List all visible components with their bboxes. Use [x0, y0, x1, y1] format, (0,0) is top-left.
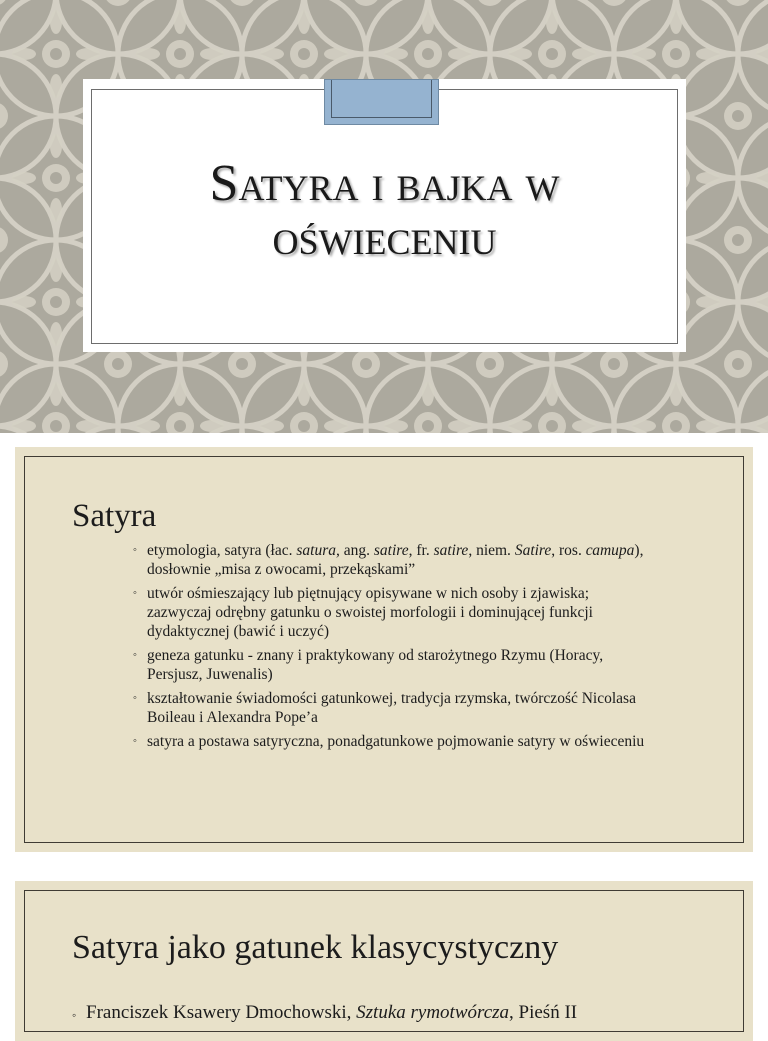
bullet-circle-icon: ◦ — [133, 544, 137, 556]
slide-title-line-2: oświeceniu — [272, 209, 497, 266]
slide-satyra — [15, 447, 753, 852]
slide-title-line-1: Satyra i bajka w — [209, 155, 560, 212]
list-item: ◦ utwór ośmieszający lub piętnujący opisywane w nich osoby i zjawiska; zazwyczaj odrębny gatunku o swoistej morfologii i dominującej funkcji dydaktycznej (bawić i uczyć) — [133, 585, 593, 640]
bullet-list — [72, 1002, 732, 1024]
list-item: ◦ etymologia, satyra (łac. satura, ang. satire, fr. satire, niem. Satire, ros. сатира), dosłownie „misa z owocami, przekąskami” — [133, 542, 644, 578]
title-tab-decoration — [324, 79, 439, 125]
list-item: ◦ kształtowanie świadomości gatunkowej, tradycja rzymska, twórczość Nicolasa Boileau i Alexandra Pope’a — [133, 690, 636, 726]
bullet-circle-icon: ◦ — [133, 692, 137, 704]
slide-satyra-klasycyzm — [15, 881, 753, 1041]
bullet-list — [133, 541, 653, 756]
bullet-circle-icon: ◦ — [133, 735, 137, 747]
list-item: ◦ satyra a postawa satyryczna, ponadgatunkowe pojmowanie satyry w oświeceniu — [133, 733, 645, 750]
slide-heading: Satyra jako gatunek klasycystyczny — [72, 929, 559, 966]
list-item: ◦ geneza gatunku - znany i praktykowany od starożytnego Rzymu (Horacy, Persjusz, Juwenalis) — [133, 647, 604, 683]
bullet-circle-icon: ◦ — [72, 1008, 77, 1022]
title-card — [83, 79, 686, 352]
bullet-circle-icon: ◦ — [133, 649, 137, 661]
slide-title — [103, 157, 666, 265]
list-item: ◦ Franciszek Ksawery Dmochowski, Sztuka rymotwórcza, Pieśń II — [72, 1002, 732, 1024]
title-slide — [0, 0, 768, 433]
slide-heading: Satyra — [72, 498, 157, 534]
bullet-circle-icon: ◦ — [133, 587, 137, 599]
